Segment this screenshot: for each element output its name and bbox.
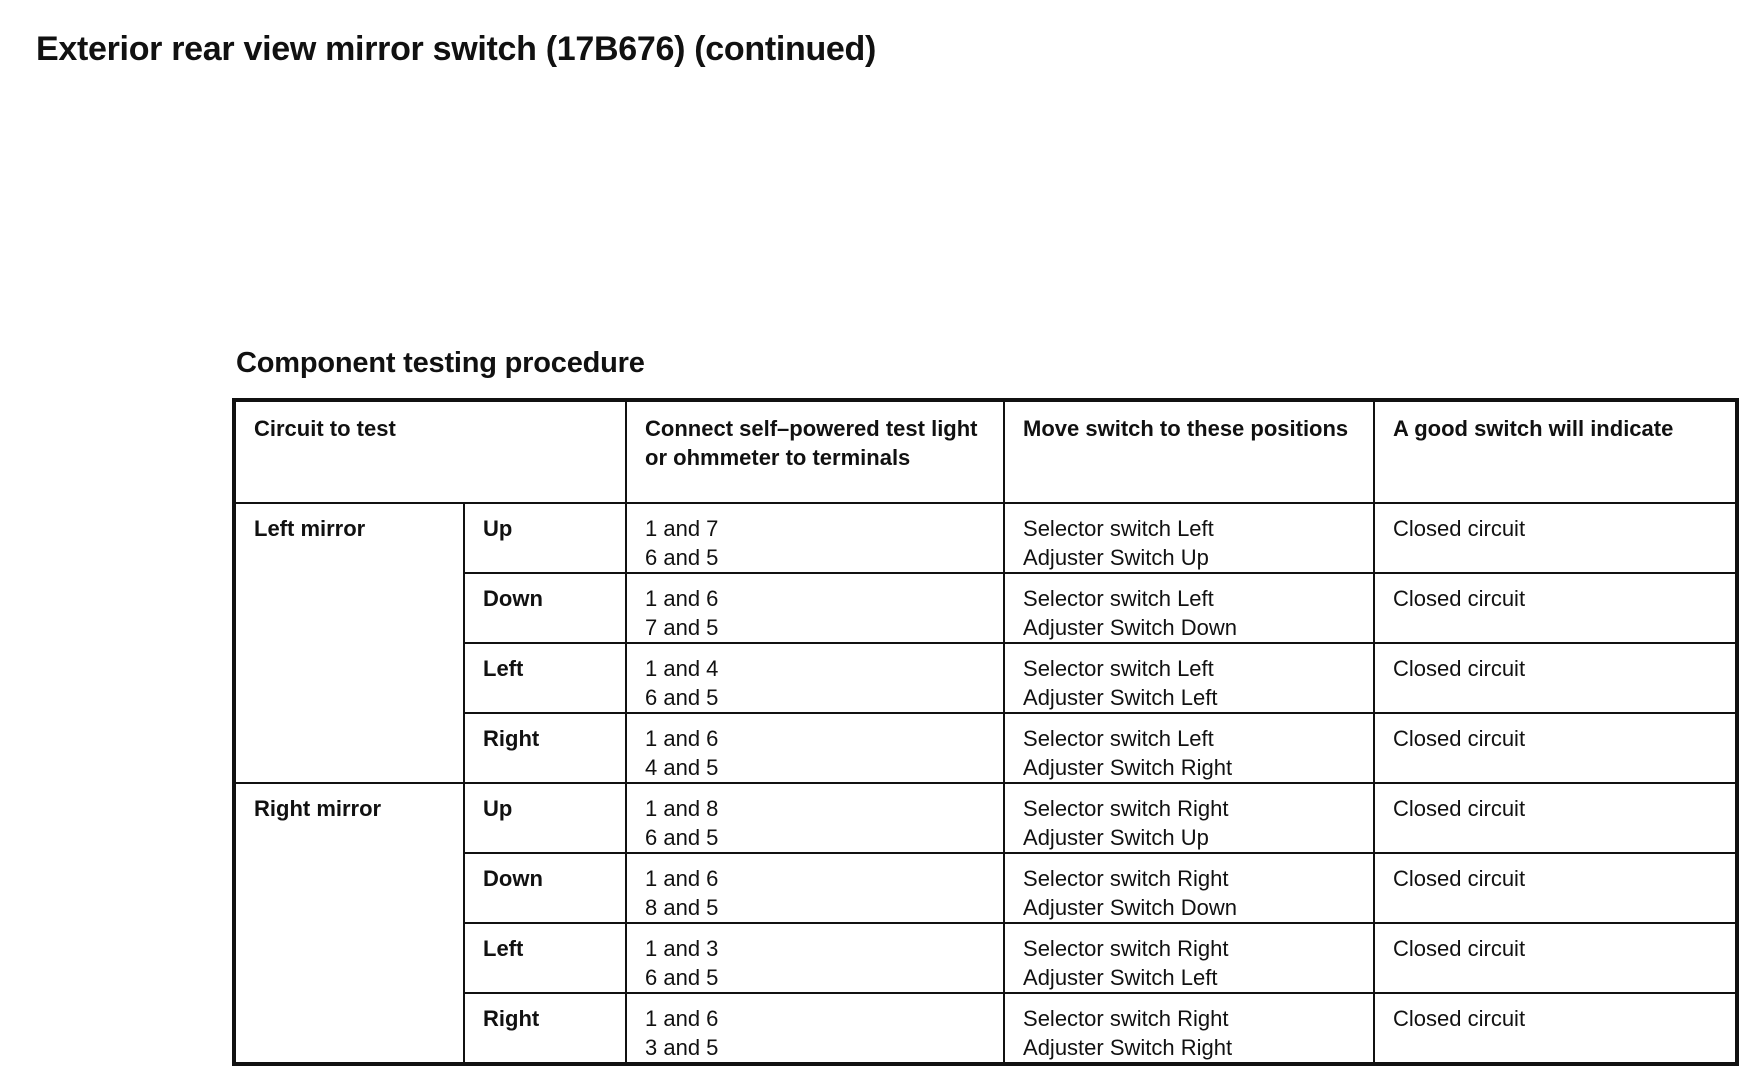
terminal-pair: 8 and 5 [645, 895, 719, 920]
direction-cell: Left [464, 643, 626, 713]
terminal-pair: 4 and 5 [645, 755, 719, 780]
terminal-pair: 1 and 4 [645, 656, 719, 681]
switch-position: Selector switch Right [1023, 866, 1229, 891]
switch-position: Adjuster Switch Left [1023, 685, 1218, 710]
positions-cell [1004, 503, 1374, 573]
terminal-pair: 3 and 5 [645, 1035, 719, 1060]
result-cell: Closed circuit [1374, 713, 1737, 783]
terminals-cell [626, 713, 1004, 783]
switch-position: Selector switch Left [1023, 656, 1214, 681]
positions-cell [1004, 573, 1374, 643]
switch-position: Adjuster Switch Right [1023, 755, 1233, 780]
switch-position: Adjuster Switch Up [1023, 545, 1209, 570]
header-terminals: Connect self–powered test light or ohmmeter to terminals [626, 400, 1004, 503]
table-row [234, 783, 1737, 853]
terminal-pair: 1 and 6 [645, 586, 719, 611]
switch-position: Selector switch Left [1023, 516, 1214, 541]
terminal-pair: 6 and 5 [645, 965, 719, 990]
positions-cell [1004, 993, 1374, 1064]
switch-position: Adjuster Switch Left [1023, 965, 1218, 990]
component-testing-table [232, 398, 1739, 1066]
direction-cell: Up [464, 503, 626, 573]
switch-position: Selector switch Right [1023, 936, 1229, 961]
switch-position: Selector switch Right [1023, 1006, 1229, 1031]
table-row [234, 503, 1737, 573]
result-cell: Closed circuit [1374, 573, 1737, 643]
switch-position: Adjuster Switch Down [1023, 615, 1237, 640]
terminals-cell [626, 643, 1004, 713]
terminal-pair: 7 and 5 [645, 615, 719, 640]
mirror-group-cell: Left mirror [234, 503, 464, 783]
terminal-pair: 1 and 6 [645, 866, 719, 891]
result-cell: Closed circuit [1374, 923, 1737, 993]
table-body [234, 503, 1737, 1064]
table-header-row [234, 400, 1737, 503]
result-cell: Closed circuit [1374, 643, 1737, 713]
terminals-cell [626, 503, 1004, 573]
direction-cell: Down [464, 573, 626, 643]
terminals-cell [626, 783, 1004, 853]
direction-cell: Right [464, 993, 626, 1064]
switch-position: Adjuster Switch Right [1023, 1035, 1233, 1060]
header-circuit-to-test: Circuit to test [234, 400, 626, 503]
result-cell: Closed circuit [1374, 503, 1737, 573]
switch-position: Adjuster Switch Up [1023, 825, 1209, 850]
terminal-pair: 1 and 8 [645, 796, 719, 821]
terminal-pair: 1 and 7 [645, 516, 719, 541]
switch-position: Selector switch Right [1023, 796, 1229, 821]
terminals-cell [626, 853, 1004, 923]
direction-cell: Left [464, 923, 626, 993]
direction-cell: Up [464, 783, 626, 853]
switch-position: Selector switch Left [1023, 586, 1214, 611]
positions-cell [1004, 853, 1374, 923]
terminal-pair: 6 and 5 [645, 545, 719, 570]
positions-cell [1004, 783, 1374, 853]
header-switch-positions: Move switch to these positions [1004, 400, 1374, 503]
switch-position: Adjuster Switch Down [1023, 895, 1237, 920]
terminal-pair: 1 and 3 [645, 936, 719, 961]
positions-cell [1004, 713, 1374, 783]
result-cell: Closed circuit [1374, 993, 1737, 1064]
switch-position: Selector switch Left [1023, 726, 1214, 751]
result-cell: Closed circuit [1374, 783, 1737, 853]
direction-cell: Right [464, 713, 626, 783]
positions-cell [1004, 923, 1374, 993]
positions-cell [1004, 643, 1374, 713]
terminal-pair: 6 and 5 [645, 685, 719, 710]
header-good-switch-indication: A good switch will indicate [1374, 400, 1737, 503]
terminal-pair: 1 and 6 [645, 726, 719, 751]
direction-cell: Down [464, 853, 626, 923]
page-title: Exterior rear view mirror switch (17B676) (continued) [36, 30, 877, 68]
terminals-cell [626, 573, 1004, 643]
mirror-group-cell: Right mirror [234, 783, 464, 1064]
terminal-pair: 1 and 6 [645, 1006, 719, 1031]
terminals-cell [626, 923, 1004, 993]
terminals-cell [626, 993, 1004, 1064]
terminal-pair: 6 and 5 [645, 825, 719, 850]
section-title: Component testing procedure [236, 347, 645, 379]
result-cell: Closed circuit [1374, 853, 1737, 923]
